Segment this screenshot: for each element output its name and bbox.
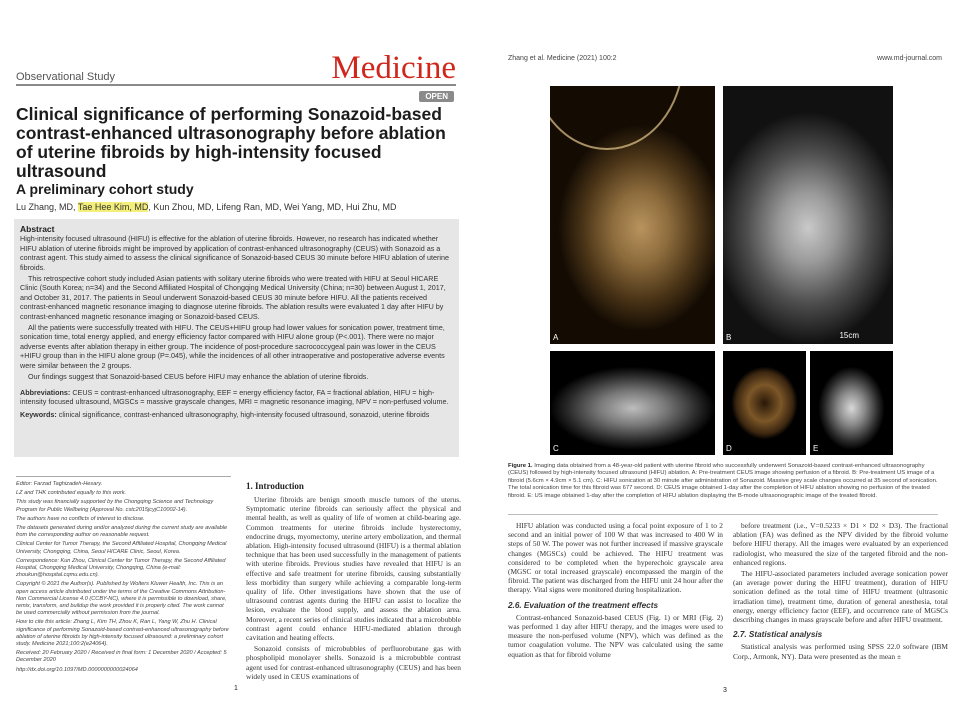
transducer-arc [550, 86, 684, 150]
footnotes [16, 481, 231, 676]
abstract-paragraph: This retrospective cohort study included Asian patients with solitary uterine fibroids who were treated with HIFU at Seoul HICARE Clinic (South Korea; n=34) and the Second Affiliated Hospital of Chongqing Medical University (China; n=30) between August 1, 2017, and October 31, 2017. The patients in Seoul underwent Sonazoid-based CEUS 30 minute before HIFU. All the patients received contrast-enhanced magnetic resonance imaging to diagnose uterine fibroids. The ablation results were evaluated 1 day after HIFU by contrast-enhanced magnetic resonance imaging or Sonazoid-based CEUS. [20, 274, 446, 321]
image-label: B [726, 333, 732, 342]
keywords-label: Keywords: [20, 410, 57, 420]
image-label: A [553, 333, 559, 342]
article-subtitle: A preliminary cohort study [16, 181, 194, 197]
author-list: Lu Zhang, MD, Tae Hee Kim, MD, Kun Zhou, MD, Lifeng Ran, MD, Wei Yang, MD, Hui Zhu, MD [16, 202, 397, 212]
image-label: D [726, 444, 732, 453]
keywords [20, 410, 453, 419]
body-paragraph: Statistical analysis was performed using SPSS 22.0 software (IBM Corp., Armonk, NY). Data were presented as the mean ± [733, 642, 948, 661]
caption-text: Imaging data obtained from a 48-year-old patient with uterine fibroid who successfully underwent Sonazoid-based contrast-enhanced ultrasonography (CEUS) followed by high-intensity focused ultrasound (HIFU) ablation. A: Pre-treatment CEUS image showing perfusion of a fibroid. B: Pre-treatment US image of a fibroid (5.6cm × 4.9cm × 5.1 cm). C: HIFU sonication at 30 minute after administration of Sonazoid. Massive grey scale changes occurred at 35 second of sonication. The total sonication time for this fibroid was 677 second. D: CEUS image obtained 1-day after the completion of HIFU ablation showing no perfusion of the treated fibroid. E: US image obtained 1-day after the completion of HIFU ablation displaying the B-mode ultrasonographic image of the treated fibroid. [508, 463, 938, 499]
figure-caption [508, 463, 938, 500]
body-column-left [508, 521, 723, 661]
footnote: The authors have no conflicts of interest to disclose. [16, 515, 145, 522]
author-first: Lu Zhang, MD [16, 202, 74, 212]
abbreviations-label: Abbreviations: [20, 387, 71, 397]
footnote: LZ and THK contributed equally to this work. [16, 490, 127, 497]
body-paragraph: The HIFU-associated parameters included average sonication power (an average power during the HIFU treatment), duration of HIFU sonication defined as the total time of HIFU treatment (ultrasonic irradiation time), treatment time, duration of general anesthesia, total energy, energy efficiency factor (EEF), and occurrence rate of MGSCs describing changes in mass grayscale before and after HIFU treatment. [733, 569, 948, 625]
body-paragraph: before treatment (i.e., V=0.5233 × D1 × D2 × D3). The fractional ablation (FA) was defined as the NPV divided by the fibroid volume before HIFU therapy. All the images were evaluated by an experienced radiologist, who measured the size of the targeted fibroid and the non-enhanced regions. [733, 521, 948, 567]
author-highlighted: Tae Hee Kim, MD [77, 202, 149, 212]
body-paragraph: Contrast-enhanced Sonazoid-based CEUS (Fig. 1) or MRI (Fig. 2) was performed 1 day after HIFU therapy, and the images were used to measure the non-perfused volume (NPV), which was defined as the tumor coagulation volume. The NPV was calculated using the same equation as that for fibroid volume [508, 612, 723, 659]
section-heading: 2.6. Evaluation of the treatment effects [508, 600, 658, 610]
abbreviations [20, 388, 453, 407]
ultrasound-image-c [550, 351, 715, 455]
intro-heading: 1. Introduction [246, 481, 304, 491]
ultrasound-image-b [723, 86, 893, 344]
abstract-paragraph: Our findings suggest that Sonazoid-based CEUS before HIFU may enhance the ablation of uterine fibroids. [28, 372, 369, 382]
footnote: How to cite this article: Zhang L, Kim TH, Zhou K, Ran L, Yang W, Zhu H. Clinical significance of performing Sonazoid-based contrast-enhanced ultrasonography before ablation of uterine fibroids by high-intensity focused ultrasound: a preliminary cohort study. Medicine 2021;100:2(e24064). [16, 619, 229, 648]
journal-logo: Medicine [331, 50, 456, 86]
body-paragraph: HIFU ablation was conducted using a focal point exposure of 1 to 2 second and an initial power of 100 W that was increased to 400 W in steps of 50 W. The power was not further increased if massive grayscale changes (MGSCs) could be achieved. The HIFU treatment was considered to be completed when the hyperechoic grayscale area (MGSC or total increased grayscale) encompassed the margin of the fibroid. The patient was discharged from the HIFU unit 24 hour after the therapy. Vital signs were monitored during hospitalization. [508, 521, 723, 595]
abstract-box [14, 219, 459, 457]
page-number: 3 [723, 687, 727, 694]
footnote: The datasets generated during and/or analyzed during the current study are available from the corresponding author on reasonable request. [16, 525, 228, 539]
footnote: Correspondence: Kun Zhou, Clinical Center for Tumor Therapy, the Second Affiliated Hospital, Chongqing Medical University, Chongqing, China (e-mail: zhoukun@hospital.cqmu.edu.cn). [16, 557, 226, 579]
journal-url[interactable]: www.md-journal.com [877, 55, 942, 62]
footnote: Received: 20 February 2020 / Received in final form: 1 December 2020 / Accepted: 5 December 2020 [16, 650, 227, 664]
keywords-text: clinical significance, contrast-enhanced ultrasonography, high-intensity focused ultrasound, sonazoid, uterine fibroids [58, 410, 430, 420]
footnote: Editor: Farzad Taghizadeh-Hesary. [16, 481, 103, 487]
article-page-3 [488, 35, 956, 700]
ultrasound-image-e [810, 351, 893, 455]
intro-body [246, 495, 461, 683]
author-rest: , Kun Zhou, MD, Lifeng Ran, MD, Wei Yang, MD, Hui Zhu, MD [148, 202, 397, 212]
body-column-right [733, 521, 948, 663]
running-head: Zhang et al. Medicine (2021) 100:2 [508, 55, 617, 62]
footnote-divider [16, 476, 231, 477]
ultrasound-image-d [723, 351, 806, 455]
abbreviations-text: CEUS = contrast-enhanced ultrasonography, EEF = energy efficiency factor, FA = fractional ablation, HIFU = high-intensity focused ultrasound, MGSCs = massive grayscale changes, MRI = magnetic resonance imaging, NPV = non-perfused volume. [20, 387, 449, 406]
ultrasound-image-a [550, 86, 715, 344]
page-number: 1 [234, 685, 238, 692]
caption-label: Figure 1. [508, 463, 533, 469]
article-page-1 [6, 35, 466, 700]
image-label: E [813, 444, 819, 453]
body-paragraph: Uterine fibroids are benign smooth muscle tumors of the uterus. Symptomatic uterine fibroids can seriously affect the physical and mental health, as well as quality of life of women at child-bearing age. Common treatments for uterine fibroids include hysterectomy, endocrine drugs, myomectomy, uterine artery embolization, and thermal ablation. High-intensity focused ultrasound (HIFU) is a thermal ablation technique that has been used successfully in the management of patients with uterine fibroids. Previous studies have revealed that HIFU is an effective and safe treatment for uterine fibroids, causing substantially less morbidity than surgery while achieving a comparable long-term quality of life. Other investigations have shown that the use of ultrasound contrast agents during the HIFU can assist to localize the lesion, evaluate the blood supply, and assess the ablation area. Moreover, a recent series of clinical studies indicated that a microbubble contrast agent could enhance HIFU-mediated ablation through cavitation and heating effects. [246, 495, 461, 643]
footnote: Copyright © 2021 the Author(s). Published by Wolters Kluwer Health, Inc. This is an open access article distributed under the terms of the Creative Commons Attribution-Non Commercial License 4.0 (CCBY-NC), where it is permissible to download, share, remix, transform, and buildup the work provided it is properly cited. The work cannot be used commercially without permission from the journal. [16, 581, 227, 617]
abstract-paragraph: High-intensity focused ultrasound (HIFU) is effective for the ablation of uterine fibroids. However, no research has indicated whether HIFU ablation of uterine fibroids might be improved by application of contrast-enhanced ultrasonography (CEUS) with Sonazoid as a contrast agent. This study aimed to assess the clinical significance of Sonazoid-based CEUS 30 minute before HIFU ablation of uterine fibroids. [20, 234, 449, 272]
abstract-heading: Abstract [20, 224, 55, 234]
scale-label: 15cm [839, 331, 859, 340]
article-title: Clinical significance of performing Sonazoid-based contrast-enhanced ultrasonography before ablation of uterine fibroids by high-intensity focused ultrasound [16, 104, 446, 181]
section-heading: 2.7. Statistical analysis [733, 630, 823, 640]
body-paragraph: Sonazoid consists of microbubbles of perfluorobutane gas with phospholipid monolayer shells. Sonazoid is a microbubble contrast agent used for contrast-enhanced ultrasonography (CEUS) and has been widely used in CEUS examinations of [246, 644, 461, 681]
doi-link[interactable]: http://dx.doi.org/10.1097/MD.0000000000024064 [16, 666, 138, 673]
footnote: Clinical Center for Tumor Therapy, the Second Affiliated Hospital, Chongqing Medical University, Chongqing, China, Seoul HICARE Clinic, Seoul, Korea. [16, 541, 227, 555]
image-label: C [553, 444, 559, 453]
footnote: This study was financially supported by the Chongqing Science and Technology Program for Public Wellbeing (Approval No. cstc2015jcyjC10002-14). [16, 499, 214, 513]
caption-divider [508, 514, 938, 515]
section-label: Observational Study [16, 71, 116, 83]
open-access-badge: OPEN [419, 91, 454, 102]
abstract-paragraph: All the patients were successfully treated with HIFU. The CEUS+HIFU group had lower values for sonication power, treatment time, sonication time, total energy applied, and energy efficiency factor compared with HIFU alone group (P<.001). There were no major adverse events after ablation therapy in either group. The incidence of post-procedure sacrococcygeal pain was lower in the CEUS +HIFU group than in the HIFU alone group (P=.045), while the incidences of all other intraoperative and postoperative adverse events were similar between the 2 groups. [20, 323, 445, 370]
